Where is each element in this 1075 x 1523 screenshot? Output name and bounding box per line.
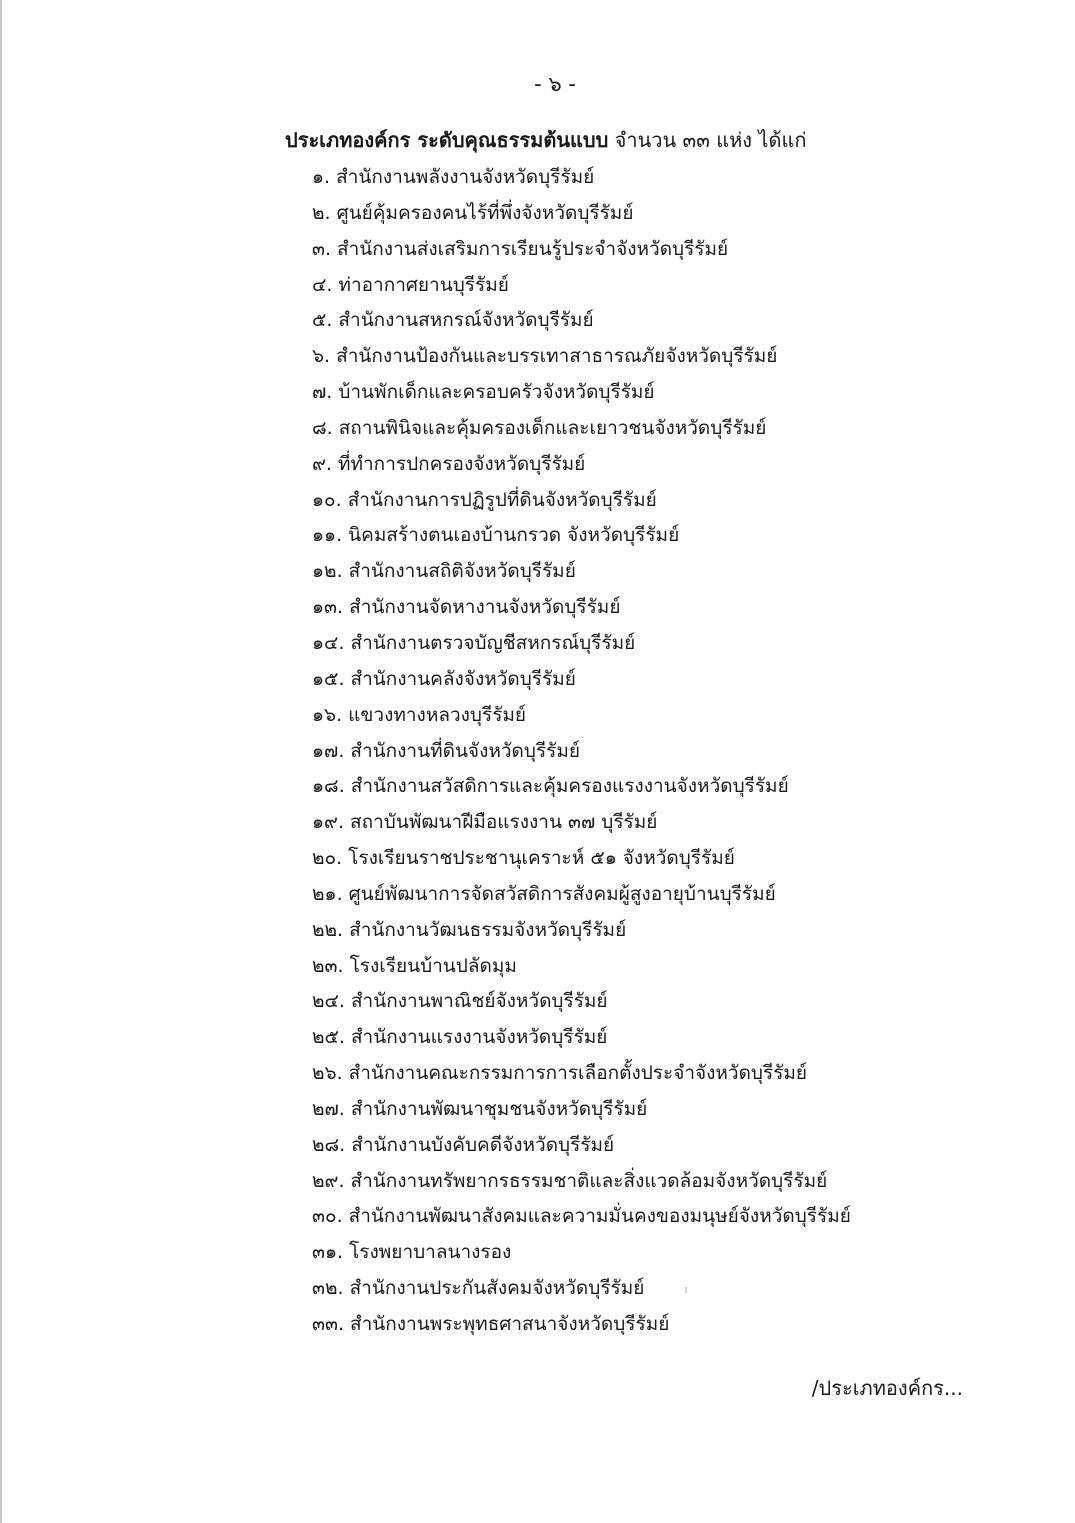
scan-speck	[685, 1287, 687, 1293]
list-item-name: ศูนย์พัฒนาการจัดสวัสดิการสังคมผู้สูงอายุบ้านบุรีรัมย์	[348, 882, 776, 905]
list-item	[312, 447, 851, 483]
list-item	[312, 483, 851, 519]
list-item-number: ๙.	[312, 452, 332, 475]
list-item	[312, 805, 851, 841]
list-item-number: ๑๙.	[312, 811, 345, 834]
list-item-number: ๖.	[312, 345, 331, 368]
list-item-name: สำนักงานพาณิชย์จังหวัดบุรีรัมย์	[350, 990, 608, 1013]
list-item-name: สำนักงานแรงงานจังหวัดบุรีรัมย์	[350, 1026, 608, 1049]
list-item-number: ๓๒.	[312, 1277, 344, 1300]
list-item	[312, 411, 851, 447]
list-item-number: ๕.	[312, 309, 333, 332]
list-item-number: ๓.	[312, 237, 332, 260]
list-item-name: สำนักงานวัฒนธรรมจังหวัดบุรีรัมย์	[349, 918, 627, 941]
list-item	[312, 949, 851, 985]
list-item	[312, 877, 851, 913]
list-item	[312, 1092, 851, 1128]
list-item-number: ๑๕.	[312, 667, 345, 690]
list-item-number: ๒๗.	[312, 1097, 345, 1120]
list-item-number: ๒๑.	[312, 882, 343, 905]
list-item	[312, 913, 851, 949]
list-item-number: ๒๖.	[312, 1062, 343, 1085]
list-item-number: ๒๓.	[312, 954, 344, 977]
list-item	[312, 554, 851, 590]
list-item-number: ๑๗.	[312, 739, 345, 762]
organization-list	[312, 160, 851, 1343]
heading-count-text: จำนวน ๓๓ แห่ง ได้แก่	[614, 128, 807, 152]
list-item	[312, 375, 851, 411]
list-item-name: สำนักงานการปฏิรูปที่ดินจังหวัดบุรีรัมย์	[347, 488, 657, 511]
list-item	[312, 841, 851, 877]
heading-bold-text: ประเภทองค์กร ระดับคุณธรรมต้นแบบ	[285, 128, 609, 152]
list-item-name: สำนักงานตรวจบัญชีสหกรณ์บุรีรัมย์	[350, 631, 636, 654]
list-item-name: สำนักงานพระพุทธศาสนาจังหวัดบุรีรัมย์	[350, 1313, 670, 1335]
list-item-number: ๒.	[312, 201, 331, 224]
list-item-number: ๒๙.	[312, 1169, 345, 1192]
list-item	[312, 303, 851, 339]
list-item-name: ท่าอากาศยานบุรีรัมย์	[338, 273, 509, 296]
list-item-number: ๑๐.	[312, 488, 342, 511]
list-item-name: สำนักงานบังคับคดีจังหวัดบุรีรัมย์	[351, 1133, 615, 1156]
list-item	[312, 196, 851, 232]
list-item-name: แขวงทางหลวงบุรีรัมย์	[348, 703, 527, 726]
list-item-name: สถานพินิจและคุ้มครองเด็กและเยาวชนจังหวัดบุรีรัมย์	[338, 416, 767, 439]
list-item-name: ศูนย์คุ้มครองคนไร้ที่พึ่งจังหวัดบุรีรัมย์	[336, 201, 634, 224]
list-item	[312, 1271, 851, 1307]
list-item	[312, 626, 851, 662]
list-item-name: โรงเรียนราชประชานุเคราะห์ ๕๑ จังหวัดบุรีรัมย์	[348, 847, 735, 870]
list-item-name: สำนักงานที่ดินจังหวัดบุรีรัมย์	[350, 739, 581, 762]
list-item-number: ๒๔.	[312, 990, 345, 1013]
list-item-name: สำนักงานคลังจังหวัดบุรีรัมย์	[350, 667, 576, 690]
list-item	[312, 1235, 851, 1271]
list-item	[312, 1199, 851, 1235]
list-item-number: ๑๖.	[312, 703, 343, 726]
list-item	[312, 698, 851, 734]
list-item-number: ๓๐.	[312, 1205, 343, 1228]
list-item-name: สำนักงานคณะกรรมการการเลือกตั้งประจำจังหวัดบุรีรัมย์	[348, 1062, 808, 1085]
list-item	[312, 518, 851, 554]
list-item	[312, 662, 851, 698]
list-item	[312, 590, 851, 626]
list-item-name: สำนักงานพัฒนาสังคมและความมั่นคงของมนุษย์จังหวัดบุรีรัมย์	[348, 1205, 851, 1228]
list-item-number: ๘.	[312, 416, 333, 439]
section-heading	[285, 124, 806, 156]
list-item-name: นิคมสร้างตนเองบ้านกรวด จังหวัดบุรีรัมย์	[348, 524, 680, 547]
list-item-number: ๒๘.	[312, 1133, 346, 1156]
list-item	[312, 769, 851, 805]
list-item-name: สำนักงานประกันสังคมจังหวัดบุรีรัมย์	[349, 1277, 645, 1300]
continuation-note: /ประเภทองค์กร...	[811, 1376, 963, 1400]
list-item-name: โรงเรียนบ้านปลัดมุม	[349, 954, 517, 977]
list-item-name: สำนักงานส่งเสริมการเรียนรู้ประจำจังหวัดบุรีรัมย์	[337, 237, 729, 260]
list-item-name: สำนักงานจัดหางานจังหวัดบุรีรัมย์	[349, 596, 621, 619]
list-item-name: ที่ทำการปกครองจังหวัดบุรีรัมย์	[337, 452, 586, 475]
page-number: - ๖ -	[534, 72, 576, 96]
list-item	[312, 339, 851, 375]
list-item	[312, 1307, 851, 1343]
list-item-number: ๓๓.	[312, 1313, 345, 1335]
list-item-number: ๑๓.	[312, 596, 344, 619]
list-item	[312, 1020, 851, 1056]
list-item-name: สำนักงานสหกรณ์จังหวัดบุรีรัมย์	[338, 309, 594, 332]
list-item-number: ๑๒.	[312, 560, 343, 583]
list-item	[312, 1128, 851, 1164]
list-item-number: ๑.	[312, 166, 331, 188]
list-item-name: สำนักงานสถิติจังหวัดบุรีรัมย์	[348, 560, 576, 583]
list-item-name: สำนักงานพัฒนาชุมชนจังหวัดบุรีรัมย์	[350, 1097, 648, 1120]
list-item-name: สำนักงานทรัพยากรธรรมชาติและสิ่งแวดล้อมจังหวัดบุรีรัมย์	[350, 1169, 828, 1192]
list-item-name: บ้านพักเด็กและครอบครัวจังหวัดบุรีรัมย์	[338, 381, 655, 404]
list-item	[312, 1056, 851, 1092]
list-item-number: ๓๑.	[312, 1241, 344, 1264]
list-item	[312, 1164, 851, 1200]
list-item-name: โรงพยาบาลนางรอง	[349, 1241, 512, 1264]
scan-edge-line	[0, 0, 2, 1523]
list-item-number: ๒๒.	[312, 918, 344, 941]
list-item-name: สำนักงานสวัสดิการและคุ้มครองแรงงานจังหวัดบุรีรัมย์	[350, 775, 789, 798]
list-item-name: สำนักงานป้องกันและบรรเทาสาธารณภัยจังหวัดบุรีรัมย์	[336, 345, 778, 368]
list-item	[312, 268, 851, 304]
list-item	[312, 734, 851, 770]
list-item	[312, 160, 851, 196]
list-item-number: ๒๐.	[312, 847, 343, 870]
list-item	[312, 984, 851, 1020]
list-item-number: ๑๘.	[312, 775, 345, 798]
list-item-number: ๒๕.	[312, 1026, 345, 1049]
list-item-number: ๔.	[312, 273, 333, 296]
list-item-number: ๑๑.	[312, 524, 343, 547]
list-item-number: ๗.	[312, 381, 333, 404]
list-item-name: สำนักงานพลังงานจังหวัดบุรีรัมย์	[336, 166, 595, 188]
list-item-number: ๑๔.	[312, 631, 345, 654]
list-item-name: สถาบันพัฒนาฝีมือแรงงาน ๓๗ บุรีรัมย์	[350, 811, 658, 834]
list-item	[312, 232, 851, 268]
